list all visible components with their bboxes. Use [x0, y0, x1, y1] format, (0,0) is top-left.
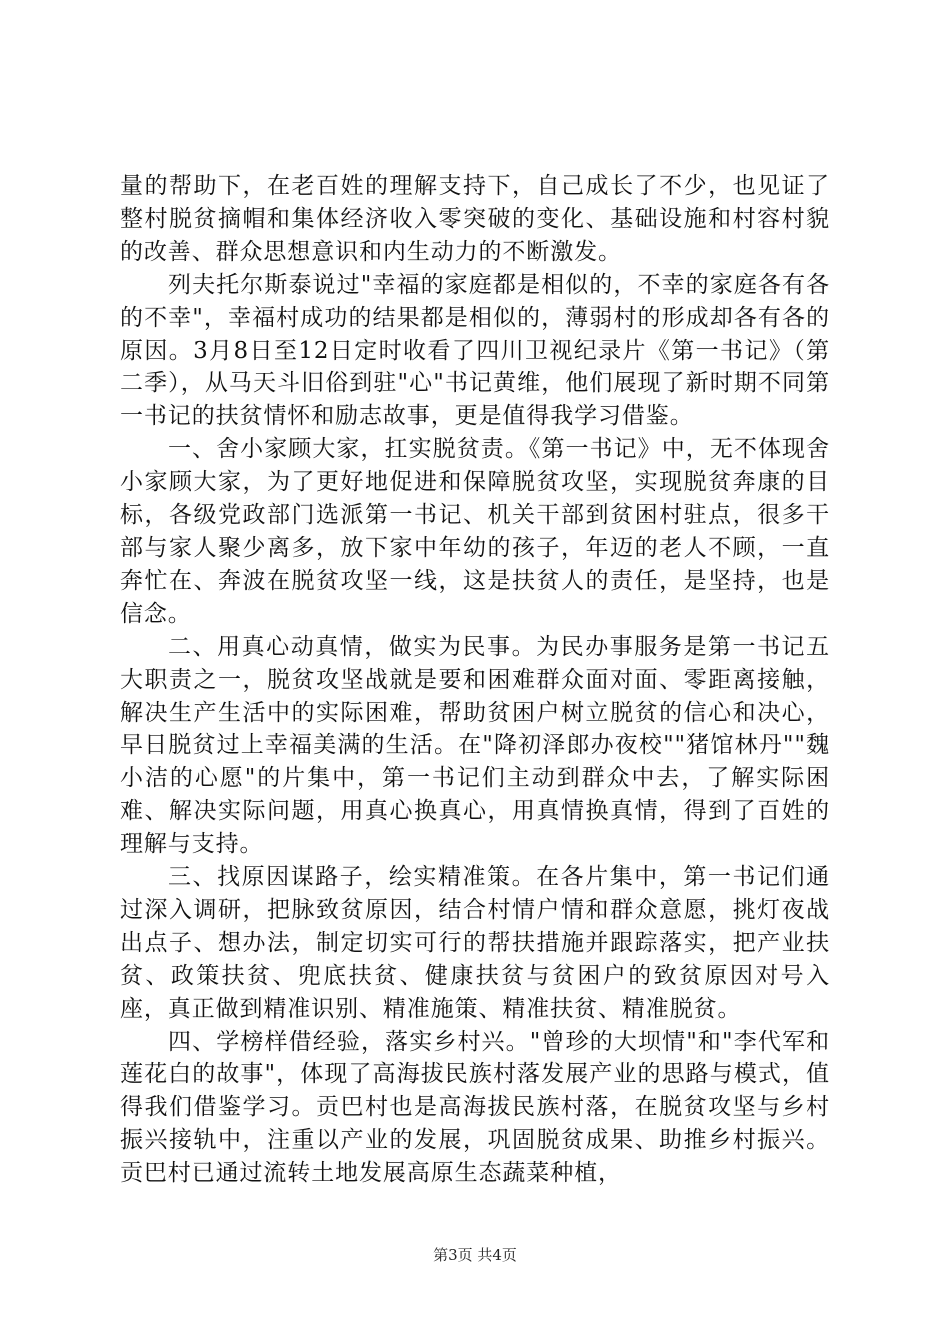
paragraph-continuation: 量的帮助下，在老百姓的理解支持下，自己成长了不少，也见证了整村脱贫摘帽和集体经济收入零突破的变化、基础设施和村容村貌的改善、群众思想意识和内生动力的不断激发。	[120, 173, 830, 265]
paragraph-point-three: 三、找原因谋路子，绘实精准策。在各片集中，第一书记们通过深入调研，把脉致贫原因，结合村情户情和群众意愿，挑灯夜战出点子、想办法，制定切实可行的帮扶措施并跟踪落实，把产业扶贫、政策扶贫、兜底扶贫、健康扶贫与贫困户的致贫原因对号入座，真正做到精准识别、精准施策、精准扶贫、精准脱贫。	[120, 864, 830, 1022]
paragraph-intro: 列夫托尔斯泰说过"幸福的家庭都是相似的，不幸的家庭各有各的不幸"，幸福村成功的结果都是相似的，薄弱村的形成却各有各的原因。3月8日至12日定时收看了四川卫视纪录片《第一书记》（第二季），从马天斗旧俗到驻"心"书记黄维，他们展现了新时期不同第一书记的扶贫情怀和励志故事，更是值得我学习借鉴。	[120, 271, 830, 430]
document-body	[120, 170, 830, 1190]
paragraph-point-one: 一、舍小家顾大家，扛实脱贫责。《第一书记》中，无不体现舍小家顾大家，为了更好地促进和保障脱贫攻坚，实现脱贫奔康的目标，各级党政部门选派第一书记、机关干部到贫困村驻点，很多干部与家人聚少离多，放下家中年幼的孩子，年迈的老人不顾，一直奔忙在、奔波在脱贫攻坚一线，这是扶贫人的责任，是坚持，也是信念。	[120, 436, 830, 627]
paragraph-point-four: 四、学榜样借经验，落实乡村兴。"曾珍的大坝情"和"李代军和莲花白的故事"，体现了高海拔民族村落发展产业的思路与模式，值得我们借鉴学习。贡巴村也是高海拔民族村落，在脱贫攻坚与乡村振兴接轨中，注重以产业的发展，巩固脱贫成果、助推乡村振兴。贡巴村已通过流转土地发展高原生态蔬菜种植，	[120, 1028, 830, 1187]
paragraph-point-two: 二、用真心动真情，做实为民事。为民办事服务是第一书记五大职责之一，脱贫攻坚战就是要和困难群众面对面、零距离接触，解决生产生活中的实际困难，帮助贫困户树立脱贫的信心和决心，早日脱贫过上幸福美满的生活。在"降初泽郎办夜校""猪馆林丹""魏小洁的心愿"的片集中，第一书记们主动到群众中去，了解实际困难、解决实际问题，用真心换真心，用真情换真情，得到了百姓的理解与支持。	[120, 633, 830, 858]
page-number-footer: 第3页 共4页	[433, 1246, 517, 1264]
